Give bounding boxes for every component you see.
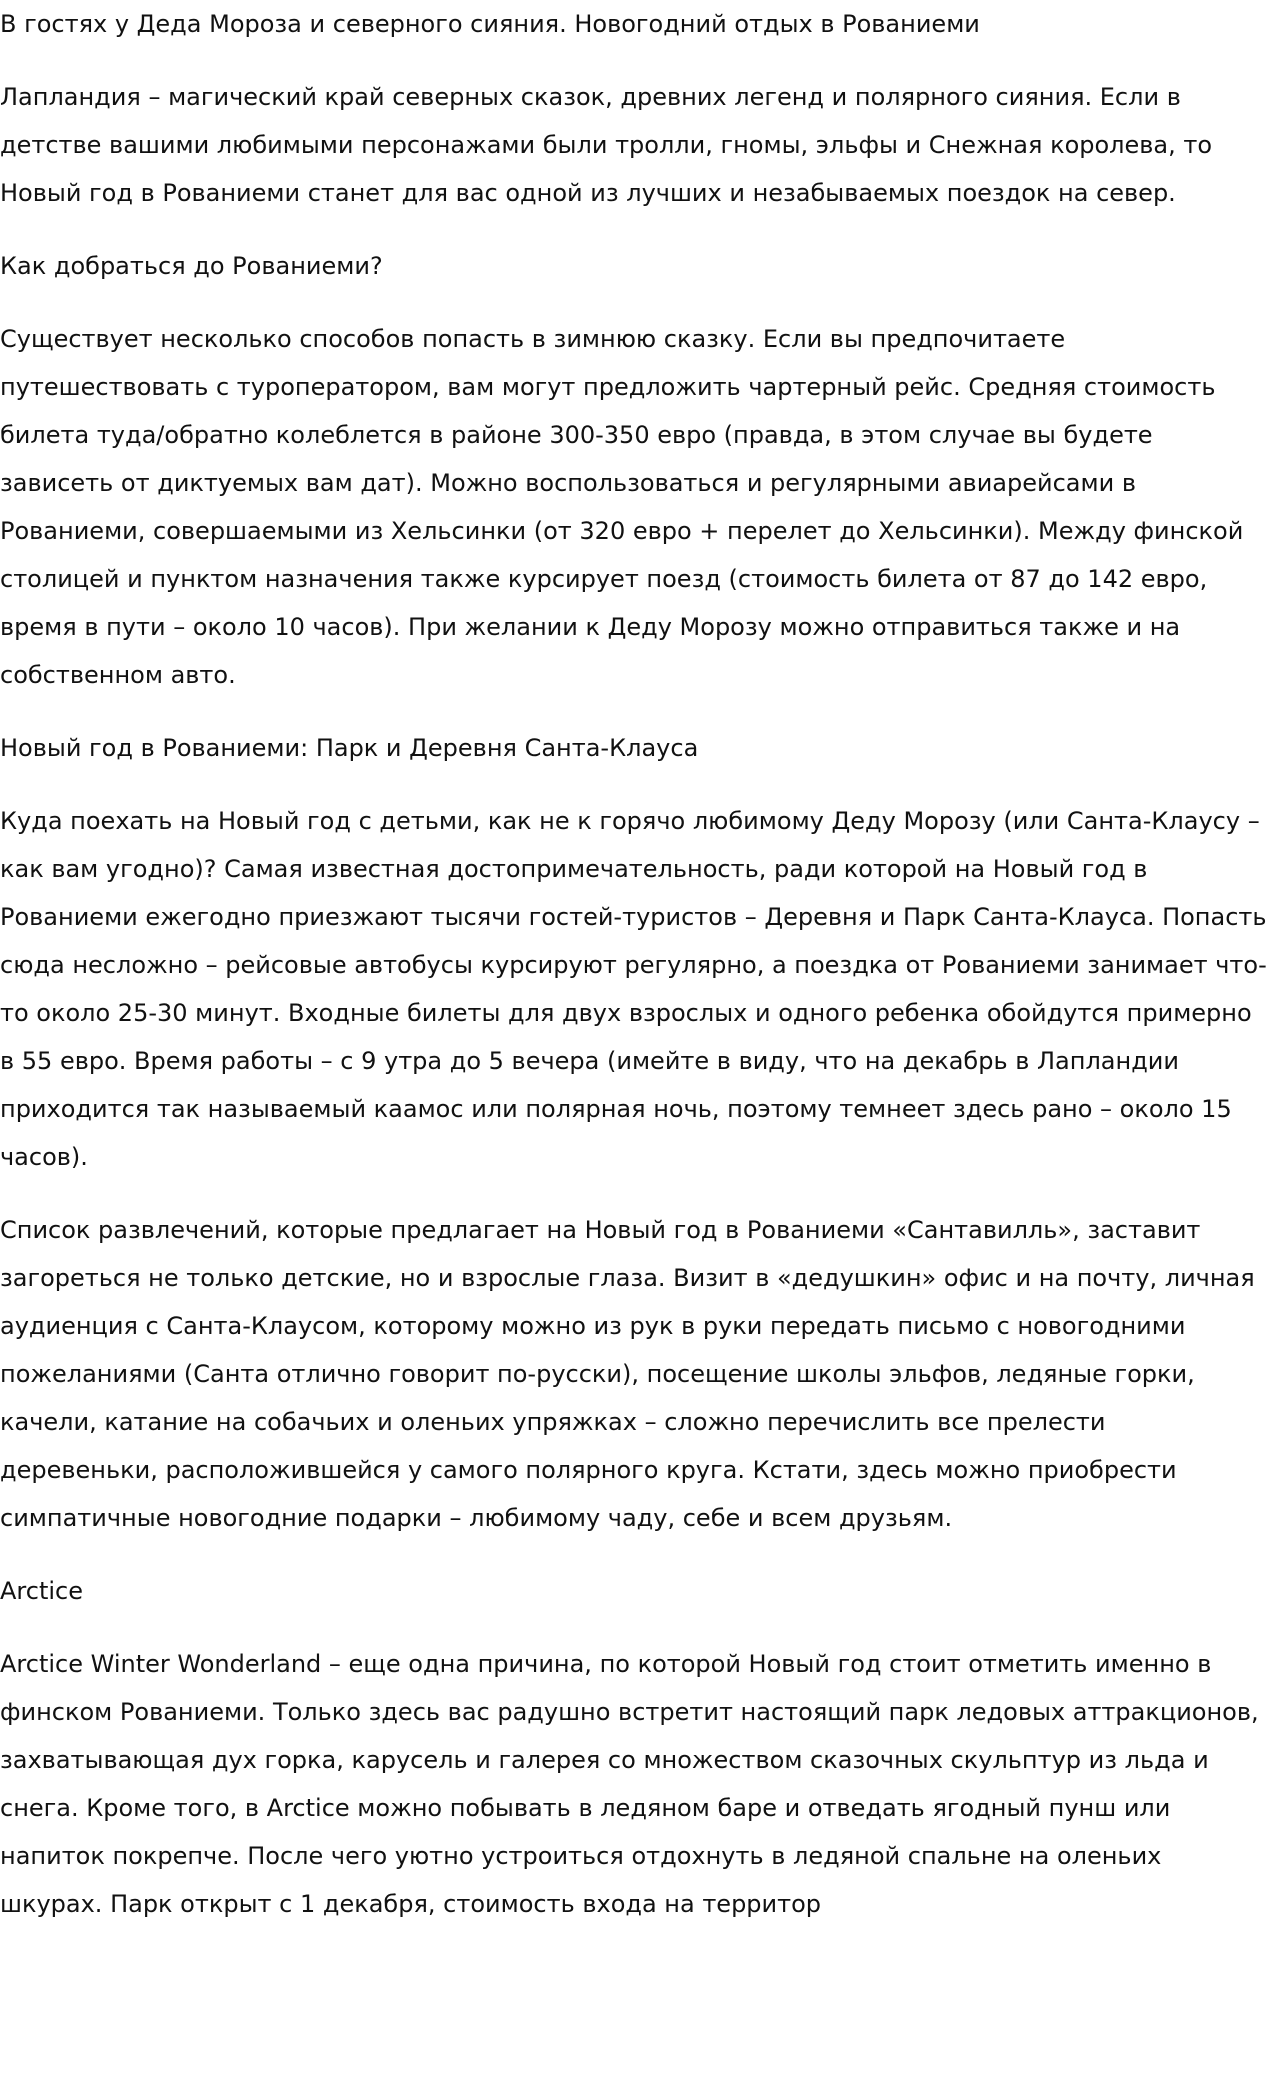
- intro-paragraph: Лапландия – магический край северных сказок, древних легенд и полярного сияния. Если в детстве вашими любимыми персонажами были тролли, гномы, эльфы и Снежная королева, то Новый год в Рованиеми станет для вас одной из лучших и незабываемых поездок на север.: [0, 83, 1213, 207]
- paragraph-santa-village-intro: Куда поехать на Новый год с детьми, как не к горячо любимому Деду Морозу (или Санта-Клаусу – как вам угодно)? Самая известная достопримечательность, ради которой на Новый год в Рованиеми ежегодно приезжают тысячи гостей-туристов – Деревня и Парк Санта-Клауса. Попасть сюда несложно – рейсовые автобусы курсируют регулярно, а поездка от Рованиеми занимает что-то около 25-30 минут. Входные билеты для двух взрослых и одного ребенка обойдутся примерно в 55 евро. Время работы – с 9 утра до 5 вечера (имейте в виду, что на декабрь в Лапландии приходится так называемый каамос или полярная ночь, поэтому темнеет здесь рано – около 15 часов).: [0, 807, 1267, 1171]
- paragraph-arctice: Arctice Winter Wonderland – еще одна причина, по которой Новый год стоит отметить именно в финском Рованиеми. Только здесь вас радушно встретит настоящий парк ледовых аттракционов, захватывающая дух горка, карусель и галерея со множеством сказочных скульптур из льда и снега. Кроме того, в Arctice можно побывать в ледяном баре и отведать ягодный пунш или напиток покрепче. После чего уютно устроиться отдохнуть в ледяной спальне на оленьих шкурах. Парк открыт с 1 декабря, стоимость входа на территор: [0, 1650, 1259, 1918]
- paragraph-santa-village-entertainment: Список развлечений, которые предлагает на Новый год в Рованиеми «Сантавилль», заставит загореться не только детские, но и взрослые глаза. Визит в «дедушкин» офис и на почту, личная аудиенция с Санта-Клаусом, которому можно из рук в руки передать письмо с новогодними пожеланиями (Санта отлично говорит по-русски), посещение школы эльфов, ледяные горки, качели, катание на собачьих и оленьих упряжках – сложно перечислить все прелести деревеньки, расположившейся у самого полярного круга. Кстати, здесь можно приобрести симпатичные новогодние подарки – любимому чаду, себе и всем друзьям.: [0, 1216, 1255, 1532]
- article-title: В гостях у Деда Мороза и северного сияния. Новогодний отдых в Рованиеми: [0, 10, 980, 38]
- section-heading-santa-village: Новый год в Рованиеми: Парк и Деревня Санта-Клауса: [0, 734, 699, 762]
- paragraph-getting-there: Существует несколько способов попасть в зимнюю сказку. Если вы предпочитаете путешествовать с туроператором, вам могут предложить чартерный рейс. Средняя стоимость билета туда/обратно колеблется в районе 300-350 евро (правда, в этом случае вы будете зависеть от диктуемых вам дат). Можно воспользоваться и регулярными авиарейсами в Рованиеми, совершаемыми из Хельсинки (от 320 евро + перелет до Хельсинки). Между финской столицей и пунктом назначения также курсирует поезд (стоимость билета от 87 до 142 евро, время в пути – около 10 часов). При желании к Деду Морозу можно отправиться также и на собственном авто.: [0, 325, 1244, 689]
- section-heading-getting-there: Как добраться до Рованиеми?: [0, 252, 383, 280]
- section-heading-arctice: Arctice: [0, 1577, 83, 1605]
